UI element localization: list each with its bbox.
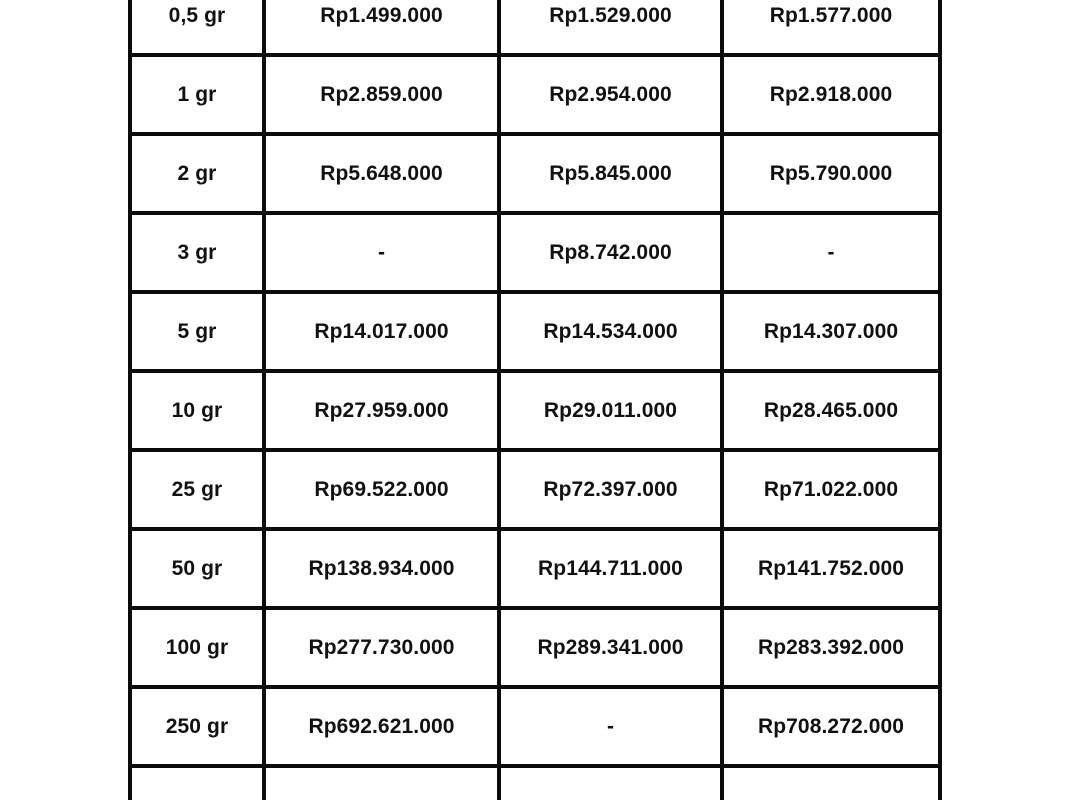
weight-cell: 5 gr [130, 292, 264, 371]
table-row [130, 371, 940, 450]
price-table-body [130, 0, 940, 800]
table-row [130, 0, 940, 55]
price-cell-3 [722, 766, 940, 800]
price-cell-1: Rp692.621.000 [264, 687, 499, 766]
table-row [130, 450, 940, 529]
weight-cell: 50 gr [130, 529, 264, 608]
price-cell-1: Rp27.959.000 [264, 371, 499, 450]
table-row-partial [130, 766, 940, 800]
price-cell-1: Rp14.017.000 [264, 292, 499, 371]
price-cell-3: Rp283.392.000 [722, 608, 940, 687]
weight-cell: 250 gr [130, 687, 264, 766]
weight-cell: 2 gr [130, 134, 264, 213]
price-cell-2: Rp29.011.000 [499, 371, 722, 450]
price-cell-3: Rp71.022.000 [722, 450, 940, 529]
price-cell-3: Rp2.918.000 [722, 55, 940, 134]
table-row [130, 292, 940, 371]
price-cell-1: Rp5.648.000 [264, 134, 499, 213]
price-cell-2: - [499, 687, 722, 766]
price-cell-3: - [722, 213, 940, 292]
price-cell-1: Rp138.934.000 [264, 529, 499, 608]
price-cell-2: Rp289.341.000 [499, 608, 722, 687]
price-cell-2: Rp72.397.000 [499, 450, 722, 529]
price-cell-1: Rp2.859.000 [264, 55, 499, 134]
price-cell-2: Rp2.954.000 [499, 55, 722, 134]
price-cell-1: Rp1.499.000 [264, 0, 499, 55]
price-cell-2 [499, 766, 722, 800]
table-row [130, 134, 940, 213]
price-cell-2: Rp1.529.000 [499, 0, 722, 55]
price-cell-3: Rp28.465.000 [722, 371, 940, 450]
table-row [130, 213, 940, 292]
weight-cell: 0,5 gr [130, 0, 264, 55]
weight-cell: 3 gr [130, 213, 264, 292]
price-cell-3: Rp14.307.000 [722, 292, 940, 371]
table-row [130, 608, 940, 687]
price-cell-1: Rp69.522.000 [264, 450, 499, 529]
price-cell-2: Rp8.742.000 [499, 213, 722, 292]
price-cell-2: Rp144.711.000 [499, 529, 722, 608]
table-row [130, 687, 940, 766]
price-cell-3: Rp5.790.000 [722, 134, 940, 213]
weight-cell [130, 766, 264, 800]
weight-cell: 25 gr [130, 450, 264, 529]
table-row [130, 55, 940, 134]
table-row [130, 529, 940, 608]
price-cell-3: Rp141.752.000 [722, 529, 940, 608]
weight-cell: 100 gr [130, 608, 264, 687]
weight-cell: 10 gr [130, 371, 264, 450]
price-cell-2: Rp5.845.000 [499, 134, 722, 213]
price-cell-3: Rp708.272.000 [722, 687, 940, 766]
price-cell-2: Rp14.534.000 [499, 292, 722, 371]
price-cell-1: - [264, 213, 499, 292]
gold-price-table [128, 0, 942, 800]
weight-cell: 1 gr [130, 55, 264, 134]
price-cell-3: Rp1.577.000 [722, 0, 940, 55]
price-table-viewport [128, 0, 938, 800]
price-cell-1 [264, 766, 499, 800]
price-cell-1: Rp277.730.000 [264, 608, 499, 687]
